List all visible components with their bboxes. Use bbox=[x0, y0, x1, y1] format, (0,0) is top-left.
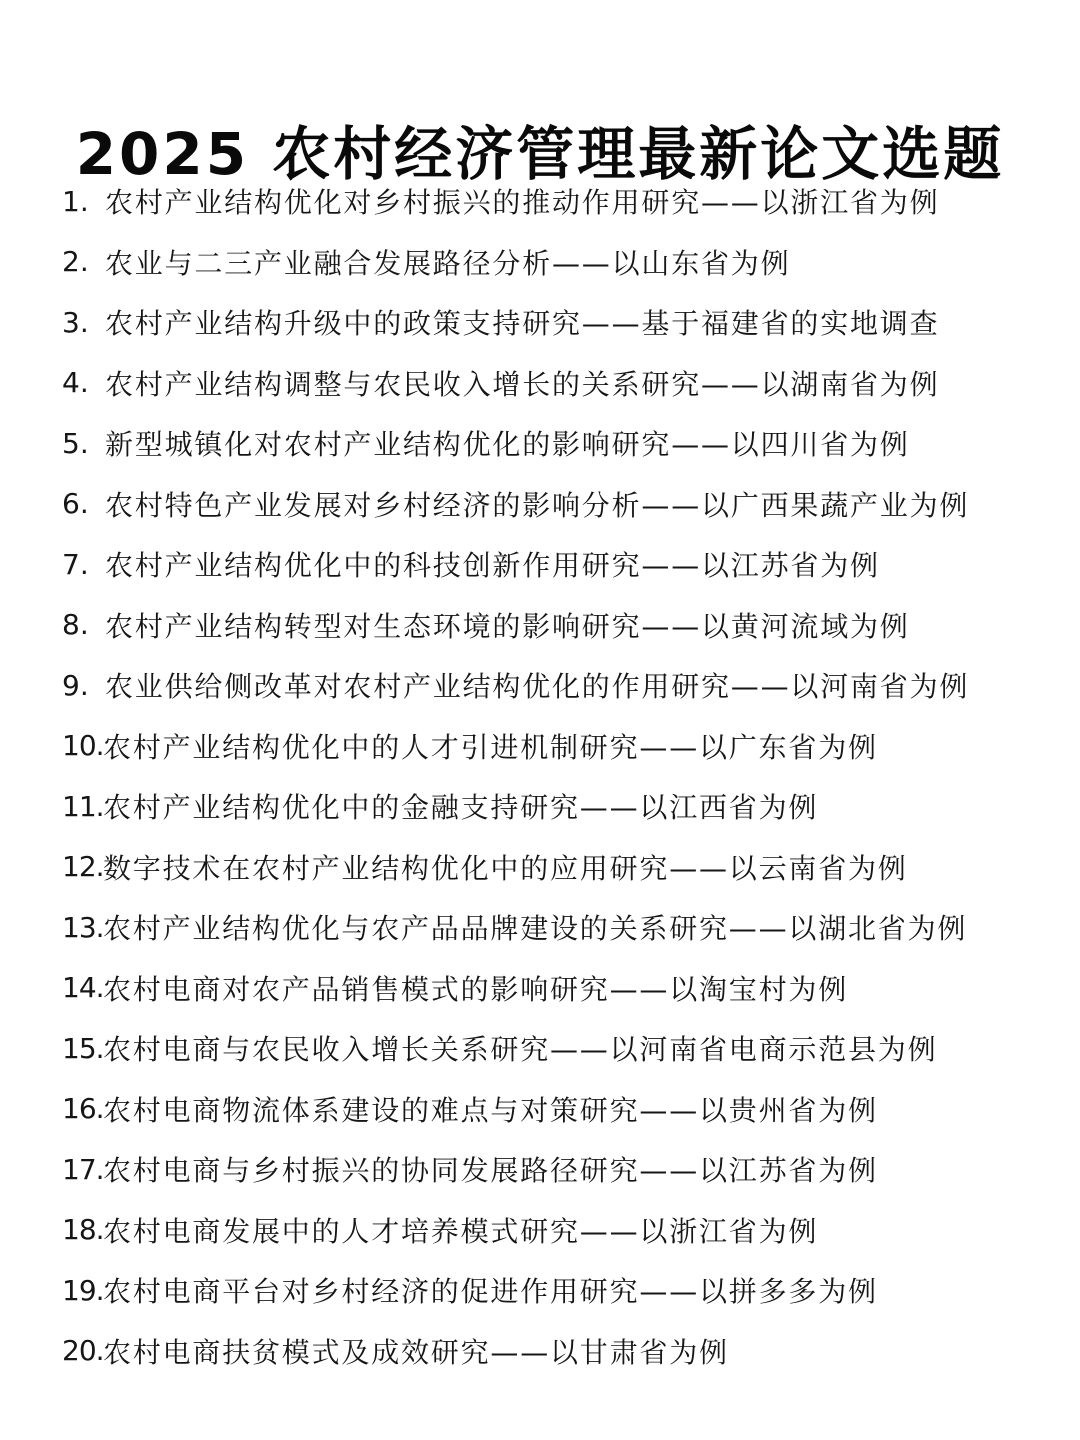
topic-text: 农村电商与乡村振兴的协同发展路径研究——以江苏省为例 bbox=[103, 1154, 878, 1188]
topic-item bbox=[62, 595, 1062, 656]
topic-item bbox=[62, 776, 1062, 837]
topic-item bbox=[62, 413, 1062, 474]
topic-text: 农业与二三产业融合发展路径分析——以山东省为例 bbox=[105, 246, 791, 280]
topic-text: 农村产业结构优化中的金融支持研究——以江西省为例 bbox=[103, 791, 819, 825]
topic-text: 农村产业结构优化中的科技创新作用研究——以江苏省为例 bbox=[105, 549, 880, 583]
topic-item bbox=[62, 353, 1062, 414]
topic-text: 农村产业结构转型对生态环境的影响研究——以黄河流域为例 bbox=[105, 609, 910, 643]
topic-number: 16. bbox=[62, 1092, 104, 1126]
topic-number: 11. bbox=[62, 789, 104, 823]
topic-item bbox=[62, 171, 1062, 232]
topic-number: 3. bbox=[62, 305, 89, 339]
topic-number: 10. bbox=[62, 729, 104, 763]
topic-item bbox=[62, 655, 1062, 716]
topic-item bbox=[62, 474, 1062, 535]
topic-number: 6. bbox=[62, 487, 89, 521]
topic-number: 18. bbox=[62, 1213, 104, 1247]
topic-number: 14. bbox=[62, 971, 104, 1005]
page-title: 2025 农村经济管理最新论文选题 bbox=[75, 119, 1005, 188]
topic-text: 农村产业结构升级中的政策支持研究——基于福建省的实地调查 bbox=[105, 307, 940, 341]
topic-number: 2. bbox=[62, 245, 89, 279]
topic-text: 农业供给侧改革对农村产业结构优化的作用研究——以河南省为例 bbox=[105, 670, 970, 704]
topic-number: 1. bbox=[62, 184, 89, 218]
topic-text: 农村产业结构优化与农产品品牌建设的关系研究——以湖北省为例 bbox=[103, 912, 968, 946]
topic-text: 农村电商物流体系建设的难点与对策研究——以贵州省为例 bbox=[103, 1093, 878, 1127]
topic-number: 15. bbox=[62, 1031, 104, 1065]
topic-text: 数字技术在农村产业结构优化中的应用研究——以云南省为例 bbox=[103, 851, 908, 885]
topic-text: 农村电商平台对乡村经济的促进作用研究——以拼多多为例 bbox=[103, 1275, 878, 1309]
topic-number: 8. bbox=[62, 608, 89, 642]
topic-text: 新型城镇化对农村产业结构优化的影响研究——以四川省为例 bbox=[105, 428, 910, 462]
topic-text: 农村电商发展中的人才培养模式研究——以浙江省为例 bbox=[103, 1214, 819, 1248]
topic-number: 7. bbox=[62, 547, 89, 581]
topic-number: 12. bbox=[62, 850, 104, 884]
topic-item bbox=[62, 1260, 1062, 1321]
topic-number: 19. bbox=[62, 1273, 104, 1307]
topic-item bbox=[62, 1200, 1062, 1261]
topic-item bbox=[62, 1321, 1062, 1382]
topic-item bbox=[62, 1079, 1062, 1140]
topic-text: 农村特色产业发展对乡村经济的影响分析——以广西果蔬产业为例 bbox=[105, 488, 970, 522]
topic-number: 20. bbox=[62, 1334, 104, 1368]
topic-number: 4. bbox=[62, 366, 89, 400]
topic-list bbox=[62, 171, 1062, 1381]
topic-item bbox=[62, 897, 1062, 958]
topic-item bbox=[62, 958, 1062, 1019]
topic-item bbox=[62, 232, 1062, 293]
topic-item bbox=[62, 534, 1062, 595]
topic-item bbox=[62, 716, 1062, 777]
topic-text: 农村电商与农民收入增长关系研究——以河南省电商示范县为例 bbox=[103, 1033, 938, 1067]
topic-number: 5. bbox=[62, 426, 89, 460]
topic-item bbox=[62, 837, 1062, 898]
topic-text: 农村电商对农产品销售模式的影响研究——以淘宝村为例 bbox=[103, 972, 849, 1006]
topic-item bbox=[62, 1139, 1062, 1200]
topic-item bbox=[62, 1018, 1062, 1079]
topic-item bbox=[62, 292, 1062, 353]
topic-text: 农村产业结构调整与农民收入增长的关系研究——以湖南省为例 bbox=[105, 367, 940, 401]
topic-text: 农村产业结构优化中的人才引进机制研究——以广东省为例 bbox=[103, 730, 878, 764]
topic-number: 9. bbox=[62, 668, 89, 702]
topic-number: 13. bbox=[62, 910, 104, 944]
topic-text: 农村产业结构优化对乡村振兴的推动作用研究——以浙江省为例 bbox=[105, 186, 940, 220]
topic-text: 农村电商扶贫模式及成效研究——以甘肃省为例 bbox=[103, 1335, 729, 1369]
topic-number: 17. bbox=[62, 1152, 104, 1186]
